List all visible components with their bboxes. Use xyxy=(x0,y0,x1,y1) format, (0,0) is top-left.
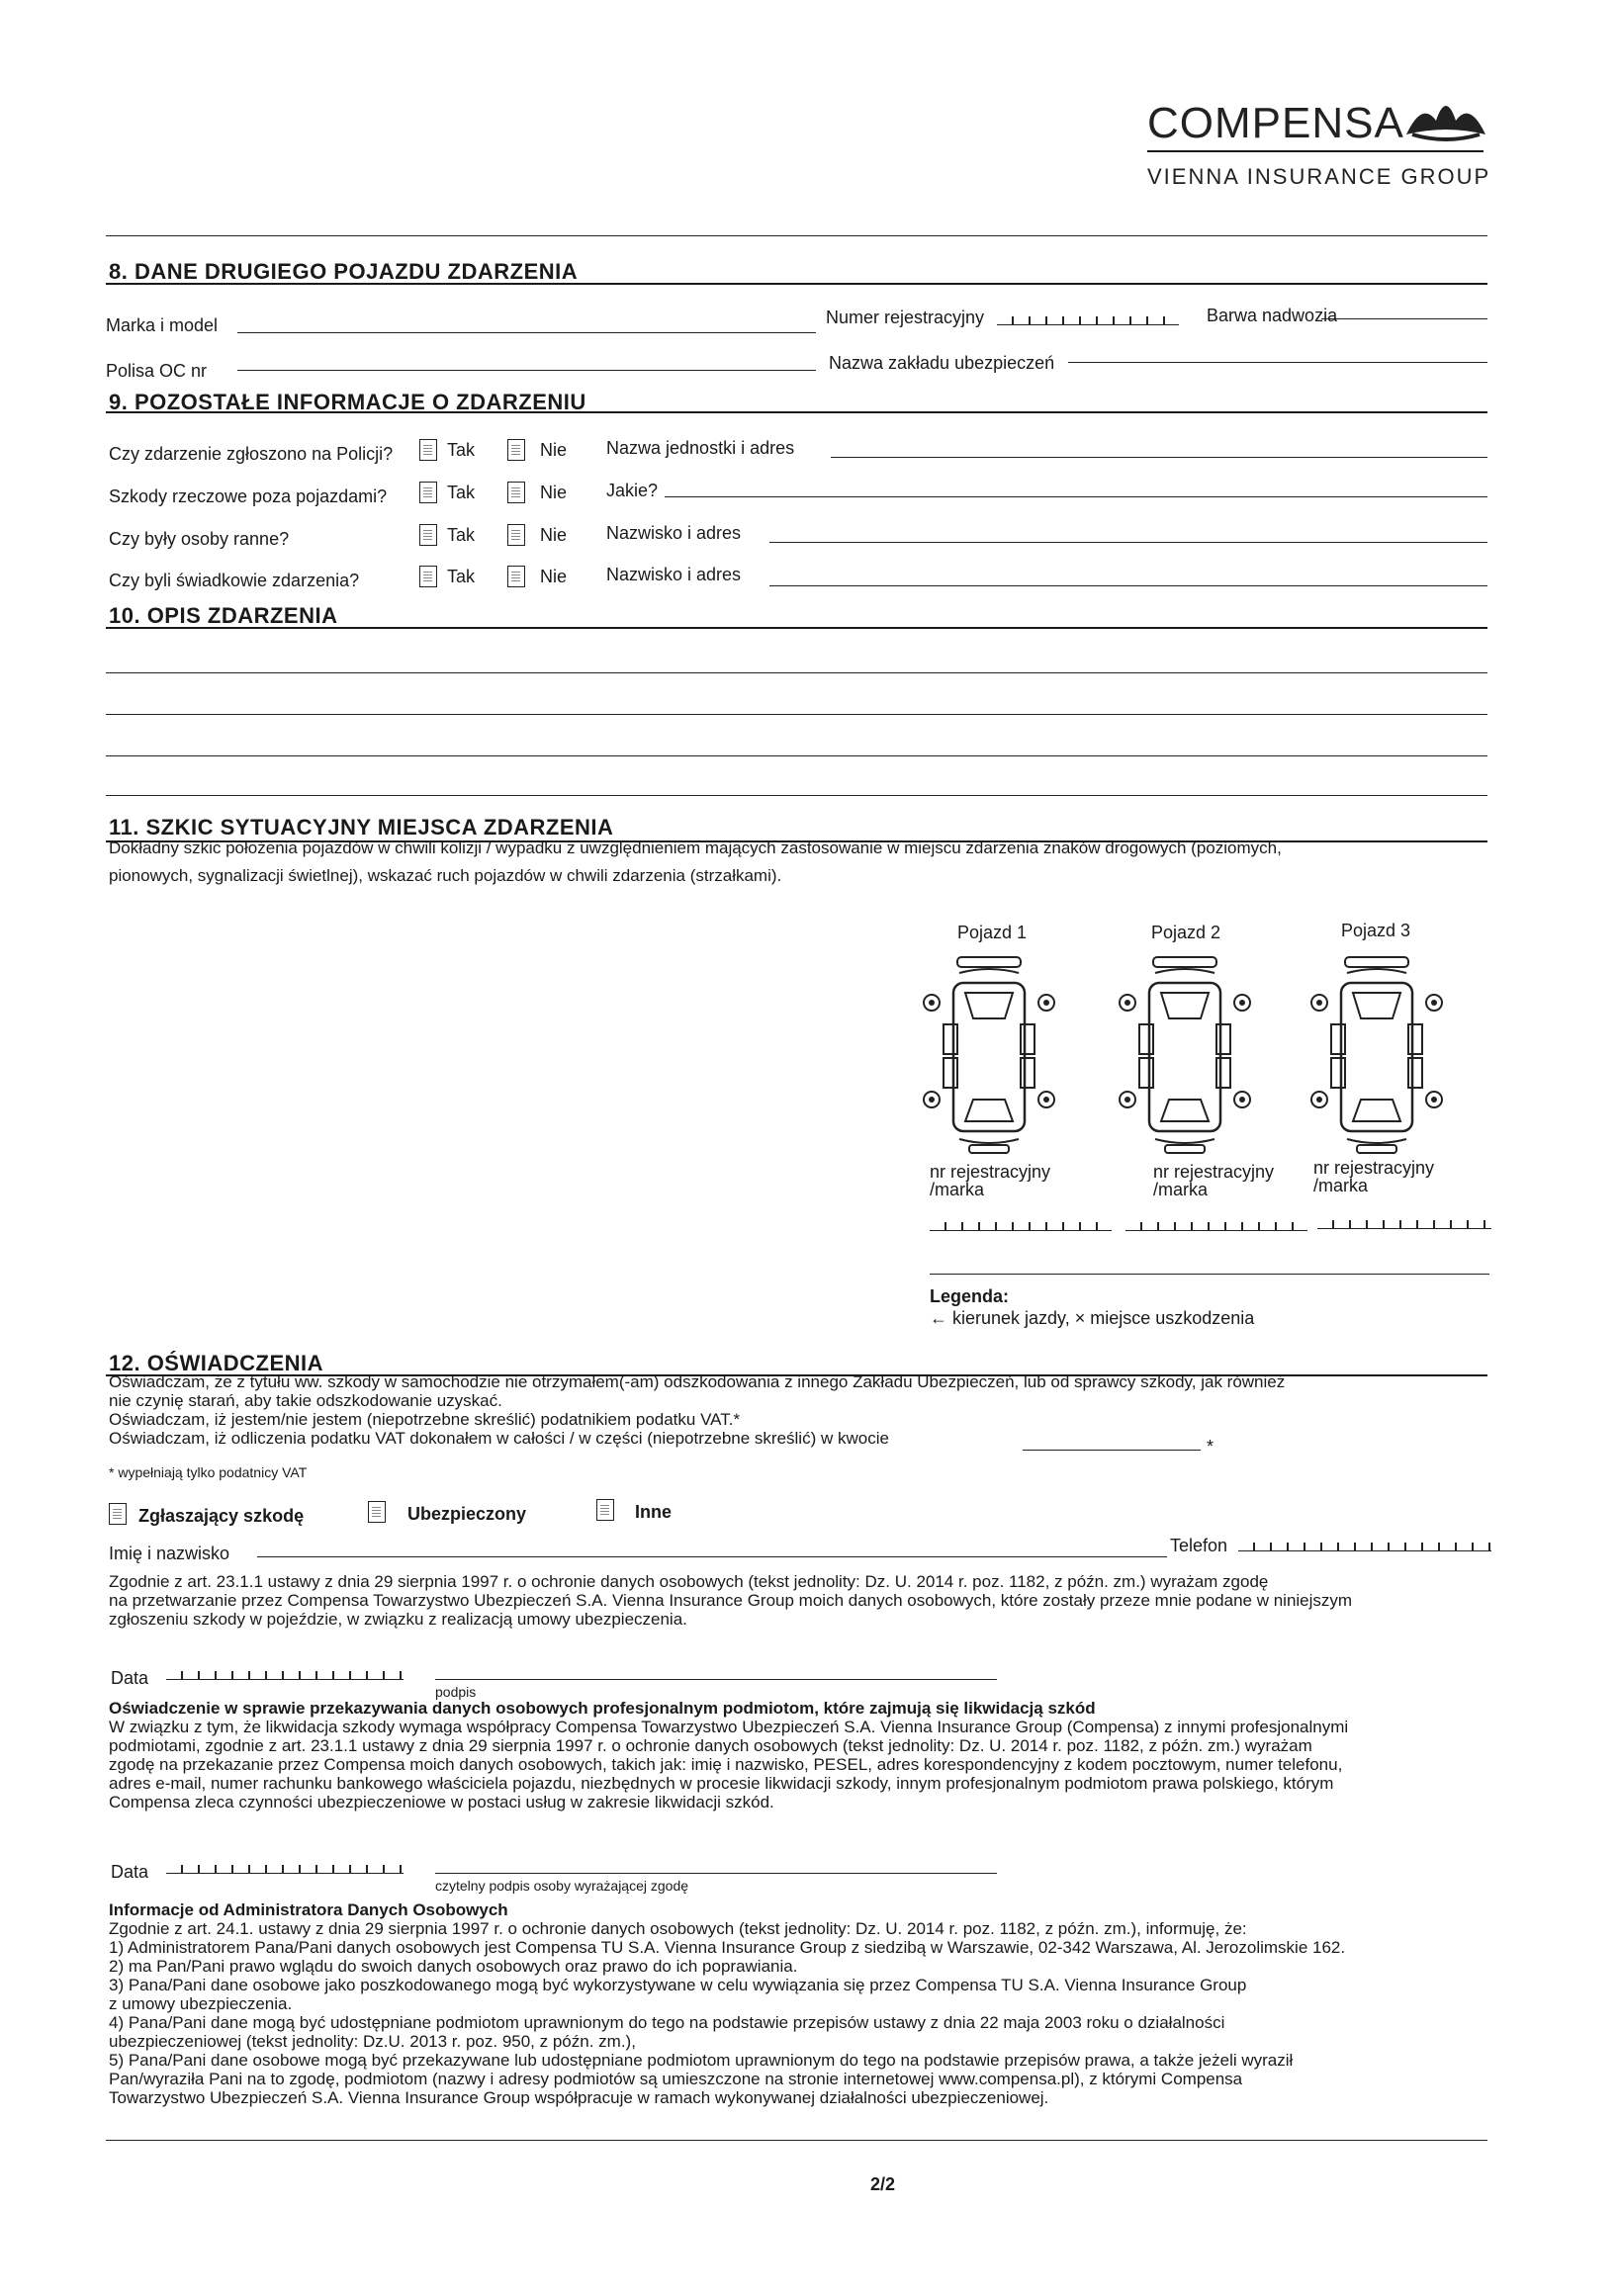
yes-checkbox[interactable] xyxy=(419,524,437,546)
question-label: Czy były osoby ranne? xyxy=(109,529,290,549)
reporter-checkbox[interactable] xyxy=(109,1503,127,1525)
detail-label: Nazwa jednostki i adres xyxy=(606,438,795,458)
vehicle-label: Pojazd 1 xyxy=(957,923,1028,942)
detail-field[interactable] xyxy=(665,496,1487,497)
divider xyxy=(106,283,1487,285)
detail-field[interactable] xyxy=(769,585,1487,586)
consent-text: zgłoszeniu szkody w pojeździe, w związku z realizacją umowy ubezpieczenia. xyxy=(109,1610,687,1629)
signature-label-2: czytelny podpis osoby wyrażającej zgodę xyxy=(435,1878,689,1894)
consent-text: na przetwarzanie przez Compensa Towarzystwo Ubezpieczeń S.A. Vienna Insurance Group moich danych osobowych, które zostały przeze mnie podane w niniejszym xyxy=(109,1591,1353,1610)
consent-text: Zgodnie z art. 23.1.1 ustawy z dnia 29 sierpnia 1997 r. o ochronie danych osobowych (tekst jednolity: Dz. U. 2014 r. poz. 1182, z późn. zm.) wyrażam zgodę xyxy=(109,1572,1269,1591)
phone-label: Telefon xyxy=(1170,1536,1228,1555)
no-checkbox[interactable] xyxy=(507,566,525,587)
admin-text: Towarzystwo Ubezpieczeń S.A. Vienna Insurance Group współpracuje w ramach wykonywanej działalności ubezpieczeniowej. xyxy=(109,2088,1049,2107)
transfer-text: podmiotami, zgodnie z art. 23.1.1 ustawy z dnia 29 sierpnia 1997 r. o ochronie danych osobowych (tekst jednolity: Dz. U. 2014 r. poz. 1182, z późn. zm.) wyrażam xyxy=(109,1736,1312,1755)
statement-line: Oświadczam, iż odliczenia podatku VAT dokonałem w całości / w części (niepotrzebne skreślić) w kwocie xyxy=(109,1429,889,1448)
color-label: Barwa nadwozia xyxy=(1207,306,1338,325)
admin-text: 1) Administratorem Pana/Pani danych osobowych jest Compensa TU S.A. Vienna Insurance Group z siedzibą w Warszawie, 02-342 Warszawa, Al. Jerozolimskie 162. xyxy=(109,1938,1346,1957)
transfer-text: Compensa zleca czynności ubezpieczeniowe w postaci usług w zakresie likwidacji szkód. xyxy=(109,1793,774,1811)
date-field-2[interactable] xyxy=(166,1865,404,1874)
no-checkbox[interactable] xyxy=(507,482,525,503)
reg-label: nr rejestracyjny xyxy=(930,1162,1051,1182)
detail-field[interactable] xyxy=(769,542,1487,543)
color-field[interactable] xyxy=(1321,318,1487,319)
yes-checkbox[interactable] xyxy=(419,439,437,461)
vat-footnote: * wypełniają tylko podatnicy VAT xyxy=(109,1464,308,1480)
vehicle-label: Pojazd 2 xyxy=(1151,923,1221,942)
legend-text: ← kierunek jazdy, × miejsce uszkodzenia xyxy=(930,1308,1255,1328)
section10-title: 10. OPIS ZDARZENIA xyxy=(109,603,338,628)
yes-label: Tak xyxy=(447,525,476,545)
detail-label: Nazwisko i adres xyxy=(606,565,742,584)
sketch-description: Dokładny szkic położenia pojazdów w chwili kolizji / wypadku z uwzględnieniem mających zastosowanie w miejscu zdarzenia znaków drogowych (poziomych, xyxy=(109,839,1282,857)
transfer-title: Oświadczenie w sprawie przekazywania danych osobowych profesjonalnym podmiotom, które zajmują się likwidacją szkód xyxy=(109,1699,1096,1718)
vat-star: * xyxy=(1207,1437,1214,1457)
date-label: Data xyxy=(111,1862,149,1882)
statement-line: Oświadczam, iż jestem/nie jestem (niepotrzebne skreślić) podatnikiem podatku VAT.* xyxy=(109,1410,741,1429)
other-checkbox[interactable] xyxy=(596,1499,614,1521)
section8-title: 8. DANE DRUGIEGO POJAZDU ZDARZENIA xyxy=(109,259,579,284)
admin-text: Zgodnie z art. 24.1. ustawy z dnia 29 sierpnia 1997 r. o ochronie danych osobowych (tekst jednolity: Dz. U. 2014 r. poz. 1182, z późn. zm.), informuję, że: xyxy=(109,1919,1247,1938)
admin-text: Pan/wyraziła Pani na to zgodę, podmiotom (nazwy i adresy podmiotów są umieszczone na stronie internetowej www.compensa.pl), z którymi Compensa xyxy=(109,2070,1243,2088)
transfer-text: W związku z tym, że likwidacja szkody wymaga współpracy Compensa Towarzystwo Ubezpieczeń S.A. Vienna Insurance Group (Compensa) z innymi profesjonalnymi xyxy=(109,1718,1349,1736)
no-checkbox[interactable] xyxy=(507,439,525,461)
divider xyxy=(106,235,1487,236)
car-diagram-icon[interactable] xyxy=(1307,951,1446,1157)
admin-text: 4) Pana/Pani dane mogą być udostępniane podmiotom uprawnionym do tego na podstawie przepisów ustawy z dnia 22 maja 2003 roku o działalności xyxy=(109,2013,1225,2032)
vehicle-2-reg-field[interactable] xyxy=(1125,1222,1307,1231)
reg-label: nr rejestracyjny xyxy=(1313,1158,1435,1178)
admin-text: z umowy ubezpieczenia. xyxy=(109,1994,293,2013)
vehicle-1-reg-field[interactable] xyxy=(930,1222,1112,1231)
make-model-field[interactable] xyxy=(237,332,816,333)
question-label: Szkody rzeczowe poza pojazdami? xyxy=(109,486,388,506)
make-label: /marka xyxy=(1153,1180,1209,1199)
role-label: Zgłaszający szkodę xyxy=(138,1506,305,1526)
logo-subtitle: VIENNA INSURANCE GROUP xyxy=(1147,164,1491,189)
signature-field-2[interactable] xyxy=(435,1873,997,1874)
divider xyxy=(106,2140,1487,2141)
logo-icon xyxy=(1402,91,1489,142)
divider xyxy=(930,1274,1489,1275)
yes-checkbox[interactable] xyxy=(419,482,437,503)
transfer-text: zgodę na przekazanie przez Compensa moich danych osobowych, takich jak: imię i nazwisko, PESEL, adres korespondencyjny z kodem pocztowym, numer telefonu, xyxy=(109,1755,1343,1774)
policy-label: Polisa OC nr xyxy=(106,361,208,381)
no-checkbox[interactable] xyxy=(507,524,525,546)
signature-field[interactable] xyxy=(435,1679,997,1680)
no-label: Nie xyxy=(540,525,568,545)
insurer-field[interactable] xyxy=(1068,362,1487,363)
detail-field[interactable] xyxy=(831,457,1487,458)
vat-amount-field[interactable] xyxy=(1023,1450,1201,1451)
detail-label: Nazwisko i adres xyxy=(606,523,742,543)
section9-title: 9. POZOSTAŁE INFORMACJE O ZDARZENIU xyxy=(109,390,586,414)
question-label: Czy zdarzenie zgłoszono na Policji? xyxy=(109,444,394,464)
no-label: Nie xyxy=(540,483,568,502)
date-field[interactable] xyxy=(166,1671,404,1680)
sketch-description-2: pionowych, sygnalizacji świetlnej), wskazać ruch pojazdów w chwili zdarzenia (strzałkami). xyxy=(109,866,782,885)
detail-label: Jakie? xyxy=(606,481,659,500)
description-line[interactable] xyxy=(106,755,1487,756)
logo-name: COMPENSA xyxy=(1147,99,1404,147)
date-label: Data xyxy=(111,1668,149,1688)
admin-text: 5) Pana/Pani dane osobowe mogą być przekazywane lub udostępniane podmiotom uprawnionym do tego na podstawie przepisów prawa, a także jeżeli wyraził xyxy=(109,2051,1294,2070)
description-line[interactable] xyxy=(106,714,1487,715)
divider xyxy=(1147,150,1484,152)
yes-label: Tak xyxy=(447,440,476,460)
section11-title: 11. SZKIC SYTUACYJNY MIEJSCA ZDARZENIA xyxy=(109,815,614,839)
policy-field[interactable] xyxy=(237,370,816,371)
admin-text: 3) Pana/Pani dane osobowe jako poszkodowanego mogą być wykorzystywane w celu wywiązania się przez Compensa TU S.A. Vienna Insurance Group xyxy=(109,1976,1247,1994)
question-label: Czy byli świadkowie zdarzenia? xyxy=(109,571,360,590)
role-label: Ubezpieczony xyxy=(407,1504,527,1524)
description-line[interactable] xyxy=(106,795,1487,796)
statement-line: nie czynię starań, aby takie odszkodowanie uzyskać. xyxy=(109,1391,502,1410)
name-label: Imię i nazwisko xyxy=(109,1544,230,1563)
admin-title: Informacje od Administratora Danych Osobowych xyxy=(109,1900,508,1919)
role-label: Inne xyxy=(635,1502,673,1522)
page-number: 2/2 xyxy=(870,2174,896,2194)
transfer-text: adres e-mail, numer rachunku bankowego właściciela pojazdu, niezbędnych w procesie likwidacji szkody, innym profesjonalnym podmiotom prawa polskiego, którym xyxy=(109,1774,1334,1793)
car-diagram-icon[interactable] xyxy=(1116,951,1254,1157)
vehicle-label: Pojazd 3 xyxy=(1341,921,1411,940)
legend-title: Legenda: xyxy=(930,1286,1010,1306)
admin-text: ubezpieczeniowej (tekst jednolity: Dz.U. 2013 r. poz. 950, z późn. zm.), xyxy=(109,2032,636,2051)
no-label: Nie xyxy=(540,440,568,460)
no-label: Nie xyxy=(540,567,568,586)
reg-number-label: Numer rejestracyjny xyxy=(826,308,985,327)
divider xyxy=(106,411,1487,413)
yes-label: Tak xyxy=(447,483,476,502)
make-label: /marka xyxy=(1313,1176,1369,1195)
vehicle-3-reg-field[interactable] xyxy=(1317,1220,1491,1229)
make-label: /marka xyxy=(930,1180,985,1199)
make-model-label: Marka i model xyxy=(106,315,219,335)
description-line[interactable] xyxy=(106,672,1487,673)
statement-line: Oświadczam, że z tytułu ww. szkody w samochodzie nie otrzymałem(-am) odszkodowania z innego Zakładu Ubezpieczeń, lub od sprawcy szkody, jak również xyxy=(109,1372,1286,1391)
insurer-label: Nazwa zakładu ubezpieczeń xyxy=(829,353,1055,373)
car-diagram-icon[interactable] xyxy=(920,951,1058,1157)
name-field[interactable] xyxy=(257,1556,1167,1557)
yes-checkbox[interactable] xyxy=(419,566,437,587)
insured-checkbox[interactable] xyxy=(368,1501,386,1523)
yes-label: Tak xyxy=(447,567,476,586)
section12-title: 12. OŚWIADCZENIA xyxy=(109,1351,324,1375)
reg-number-field[interactable] xyxy=(997,316,1179,325)
signature-label: podpis xyxy=(435,1684,477,1700)
admin-text: 2) ma Pan/Pani prawo wglądu do swoich danych osobowych oraz prawo do ich poprawiania. xyxy=(109,1957,798,1976)
reg-label: nr rejestracyjny xyxy=(1153,1162,1275,1182)
phone-field[interactable] xyxy=(1238,1543,1491,1551)
divider xyxy=(106,627,1487,629)
